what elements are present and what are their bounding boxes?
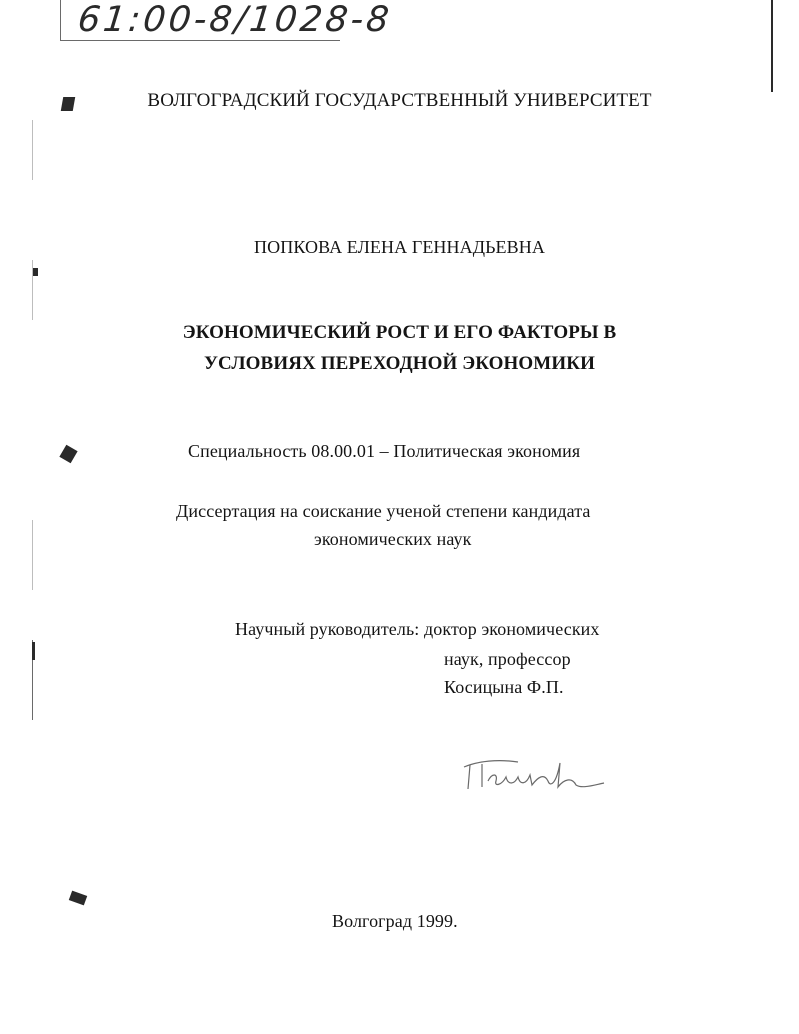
scan-artifact <box>69 891 87 906</box>
scan-margin-line <box>32 120 33 180</box>
dissertation-title-line-1: ЭКОНОМИЧЕСКИЙ РОСТ И ЕГО ФАКТОРЫ В <box>182 322 617 343</box>
dissertation-type-line-2: экономических наук <box>314 529 472 549</box>
scan-margin-line <box>32 520 33 590</box>
author-name: ПОПКОВА ЕЛЕНА ГЕННАДЬЕВНА <box>254 237 545 257</box>
scan-artifact <box>33 268 38 276</box>
university-name: ВОЛГОГРАДСКИЙ ГОСУДАРСТВЕННЫЙ УНИВЕРСИТЕТ <box>147 90 652 111</box>
supervisor-line-2: наук, профессор <box>444 649 571 669</box>
scan-artifact <box>59 445 77 464</box>
dissertation-title-line-2: УСЛОВИЯХ ПЕРЕХОДНОЙ ЭКОНОМИКИ <box>204 353 595 374</box>
specialty: Специальность 08.00.01 – Политическая экономия <box>188 441 581 461</box>
handwritten-signature <box>458 755 608 799</box>
scan-edge-mark <box>771 0 773 92</box>
place-and-year: Волгоград 1999. <box>332 911 458 931</box>
supervisor-line-1: Научный руководитель: доктор экономических <box>235 619 600 639</box>
archive-stamp-underline <box>60 40 340 41</box>
archive-stamp-left-border <box>60 0 61 40</box>
archive-number-handwritten: 61:00-8/1028-8 <box>75 0 394 40</box>
scan-artifact <box>32 642 35 660</box>
dissertation-type-line-1: Диссертация на соискание ученой степени кандидата <box>176 501 591 521</box>
supervisor-name: Косицына Ф.П. <box>444 677 564 697</box>
